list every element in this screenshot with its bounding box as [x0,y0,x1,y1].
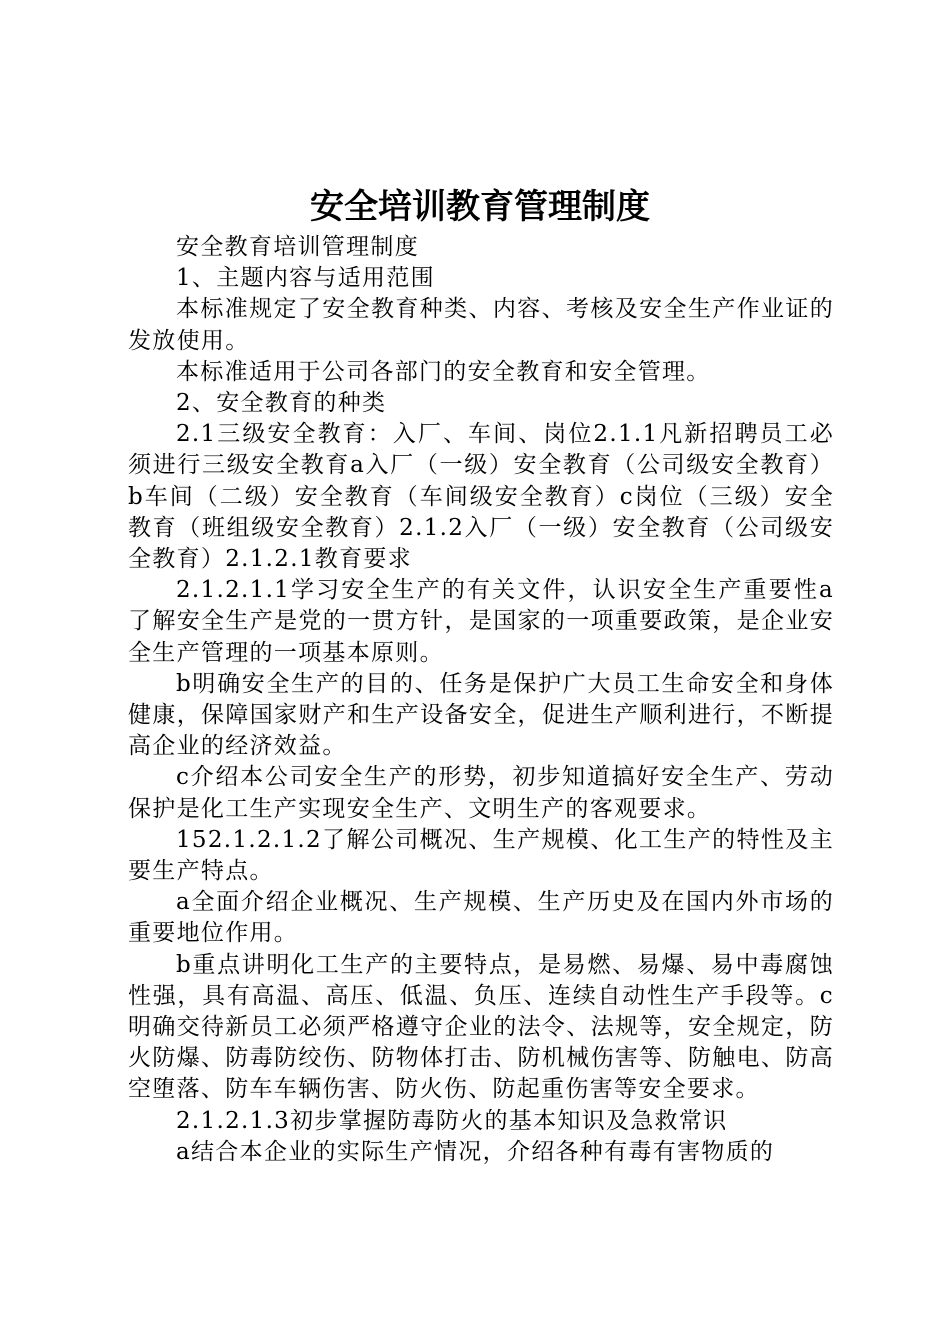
paragraph: b重点讲明化工生产的主要特点，是易燃、易爆、易中毒腐蚀性强，具有高温、高压、低温、负压、连续自动性生产手段等。c明确交待新员工必须严格遵守企业的法令、法规等，安全规定，防火防爆、防毒防绞伤、防物体打击、防机械伤害等、防触电、防高空堕落、防车车辆伤害、防火伤、防起重伤害等安全要求。 [128,951,834,1103]
paragraph: a全面介绍企业概况、生产规模、生产历史及在国内外市场的重要地位作用。 [128,889,834,947]
paragraph: 2.1.2.1.1学习安全生产的有关文件，认识安全生产重要性a了解安全生产是党的一贯方针，是国家的一项重要政策，是企业安全生产管理的一项基本原则。 [128,577,834,666]
paragraph: 本标准适用于公司各部门的安全教育和安全管理。 [176,358,711,385]
paragraph: 本标准规定了安全教育种类、内容、考核及安全生产作业证的发放使用。 [128,296,834,354]
paragraph: 2、安全教育的种类 [176,390,387,417]
paragraph: 2.1.2.1.3初步掌握防毒防火的基本知识及急救常识 [176,1107,728,1134]
document-title: 安全培训教育管理制度 [310,187,650,227]
document-body [128,232,834,1168]
paragraph: c介绍本公司安全生产的形势，初步知道搞好安全生产、劳动保护是化工生产实现安全生产、文明生产的客观要求。 [128,764,834,822]
paragraph: 152.1.2.1.2了解公司概况、生产规模、化工生产的特性及主要生产特点。 [128,826,834,885]
paragraph: b明确安全生产的目的、任务是保护广大员工生命安全和身体健康，保障国家财产和生产设备安全，促进生产顺利进行，不断提高企业的经济效益。 [128,670,834,760]
paragraph: 2.1三级安全教育：入厂、车间、岗位2.1.1凡新招聘员工必须进行三级安全教育a入厂（一级）安全教育（公司级安全教育）b车间（二级）安全教育（车间级安全教育）c岗位（三级）安全教育（班组级安全教育）2.1.2入厂（一级）安全教育（公司级安全教育）2.1.2.1教育要求 [128,421,834,573]
paragraph: a结合本企业的实际生产情况，介绍各种有毒有害物质的 [176,1138,775,1165]
paragraph: 1、主题内容与适用范围 [176,265,435,292]
paragraph: 安全教育培训管理制度 [176,234,419,260]
